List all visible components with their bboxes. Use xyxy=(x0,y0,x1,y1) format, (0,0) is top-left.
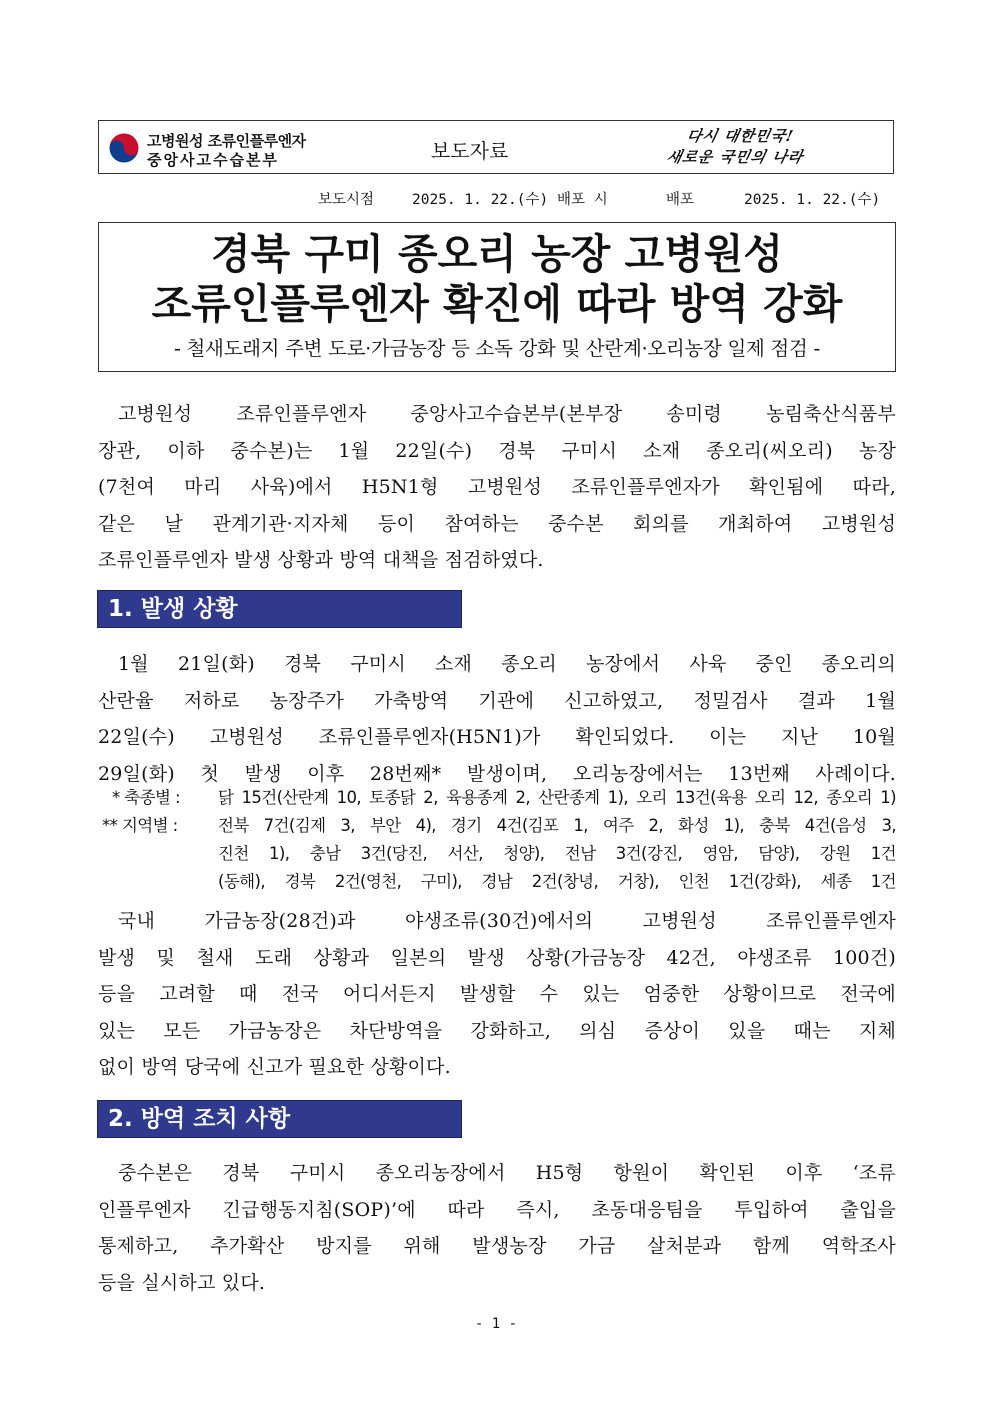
section1-paragraph2 xyxy=(98,903,896,1086)
footnote-region-line3: (동해), 경북 2건(영천, 구미), 경남 2건(창녕, 거창), 인천 1건(강화), 세종 1건 xyxy=(218,872,896,891)
taeguk-emblem-icon xyxy=(107,131,141,165)
org-name-line2: 중앙사고수습본부 xyxy=(147,151,279,169)
document-type: 보도자료 xyxy=(431,139,509,163)
org-logo xyxy=(107,127,337,169)
section1-line: 29일(화) 첫 발생 이후 28번째* 발생이며, 오리농장에서는 13번째 사례이다. xyxy=(98,762,896,785)
slogan xyxy=(664,125,857,171)
section2-line: 등을 실시하고 있다. xyxy=(98,1271,266,1294)
title-box xyxy=(98,222,896,372)
section2-line: 중수본은 경북 구미시 종오리농장에서 H5형 항원이 확인된 이후 ‘조류 xyxy=(118,1162,896,1184)
footnote-species-text: 닭 15건(산란계 10, 토종닭 2, 육용종계 2, 산란종계 1), 오리 13건(육용 오리 12, 종오리 1) xyxy=(218,788,896,807)
footnote-region xyxy=(98,812,898,840)
headline-line1: 경북 구미 종오리 농장 고병원성 xyxy=(211,230,783,278)
intro-line: (7천여 마리 사육)에서 H5N1형 고병원성 조류인플루엔자가 확인됨에 따라, xyxy=(98,476,896,498)
footnote-species xyxy=(98,784,898,812)
footnote-region-label: ** 지역별 : xyxy=(102,816,178,835)
section1-p2-line: 있는 모든 가금농장은 차단방역을 강화하고, 의심 증상이 있을 때는 지체 xyxy=(98,1019,896,1042)
release-time-label: 보도시점 xyxy=(318,192,375,208)
distribution-value: 2025. 1. 22.(수) xyxy=(744,192,881,208)
footnote-region-cont xyxy=(98,840,898,868)
section1-p2-line: 없이 방역 당국에 신고가 필요한 상황이다. xyxy=(98,1056,451,1078)
header-box xyxy=(98,120,894,174)
section1-line: 22일(수) 고병원성 조류인플루엔자(H5N1)가 확인되었다. 이는 지난 10월 xyxy=(98,726,896,748)
section2-paragraph xyxy=(98,1155,896,1301)
section2-line: 통제하고, 추가확산 방지를 위해 발생농장 가금 살처분과 함께 역학조사 xyxy=(98,1235,896,1257)
footnote-region-line1: 전북 7건(김제 3, 부안 4), 경기 4건(김포 1, 여주 2, 화성 1), 충북 4건(음성 3, xyxy=(218,816,896,835)
section1-p2-line: 등을 고려할 때 전국 어디서든지 발생할 수 있는 엄중한 상황이므로 전국에 xyxy=(98,983,896,1005)
intro-line: 고병원성 조류인플루엔자 중앙사고수습본부(본부장 송미령 농림축산식품부 xyxy=(118,403,896,425)
section2-heading: 2. 방역 조치 사항 xyxy=(97,1100,462,1138)
section1-line: 산란율 저하로 농장주가 가축방역 기관에 신고하였고, 정밀검사 결과 1월 xyxy=(98,689,896,712)
section1-p2-line: 국내 가금농장(28건)과 야생조류(30건)에서의 고병원성 조류인플루엔자 xyxy=(118,910,896,932)
intro-paragraph xyxy=(98,396,896,579)
slogan-line2: 새로운 국민의 나라 xyxy=(664,148,806,166)
section1-line: 1월 21일(화) 경북 구미시 소재 종오리 농장에서 사육 중인 종오리의 xyxy=(118,653,896,675)
headline-line2: 조류인플루엔자 확진에 따라 방역 강화 xyxy=(151,280,843,328)
slogan-line1: 다시 대한민국! xyxy=(684,127,796,145)
section1-heading: 1. 발생 상황 xyxy=(97,590,462,628)
section1-p2-line: 발생 및 철새 도래 상황과 일본의 발생 상황(가금농장 42건, 야생조류 100건) xyxy=(98,946,896,969)
headline-subtitle: - 철새도래지 주변 도로·가금농장 등 소독 강화 및 산란계·오리농장 일제 점검 - xyxy=(173,337,821,360)
intro-line: 장관, 이하 중수본)는 1월 22일(수) 경북 구미시 소재 종오리(씨오리) 농장 xyxy=(98,439,896,462)
footnote-species-label: * 축종별 : xyxy=(112,788,180,807)
org-name-line1: 고병원성 조류인플루엔자 xyxy=(147,132,306,150)
intro-line: 조류인플루엔자 발생 상황과 방역 대책을 점검하였다. xyxy=(98,549,544,571)
footnotes xyxy=(98,784,898,896)
footnote-region-cont xyxy=(98,868,898,896)
page-number: - 1 - xyxy=(474,1316,518,1332)
section1-paragraph xyxy=(98,646,896,792)
intro-line: 같은 날 관계기관·지자체 등이 참여하는 중수본 회의를 개최하여 고병원성 xyxy=(98,512,896,535)
release-time-value: 2025. 1. 22.(수) 배포 시 xyxy=(412,192,608,208)
section2-line: 인플루엔자 긴급행동지침(SOP)’에 따라 즉시, 초동대응팀을 투입하여 출입을 xyxy=(98,1198,896,1221)
footnote-region-line2: 진천 1), 충남 3건(당진, 서산, 청양), 전남 3건(강진, 영암, 담양), 강원 1건 xyxy=(218,844,896,863)
distribution-label: 배포 xyxy=(666,192,695,208)
